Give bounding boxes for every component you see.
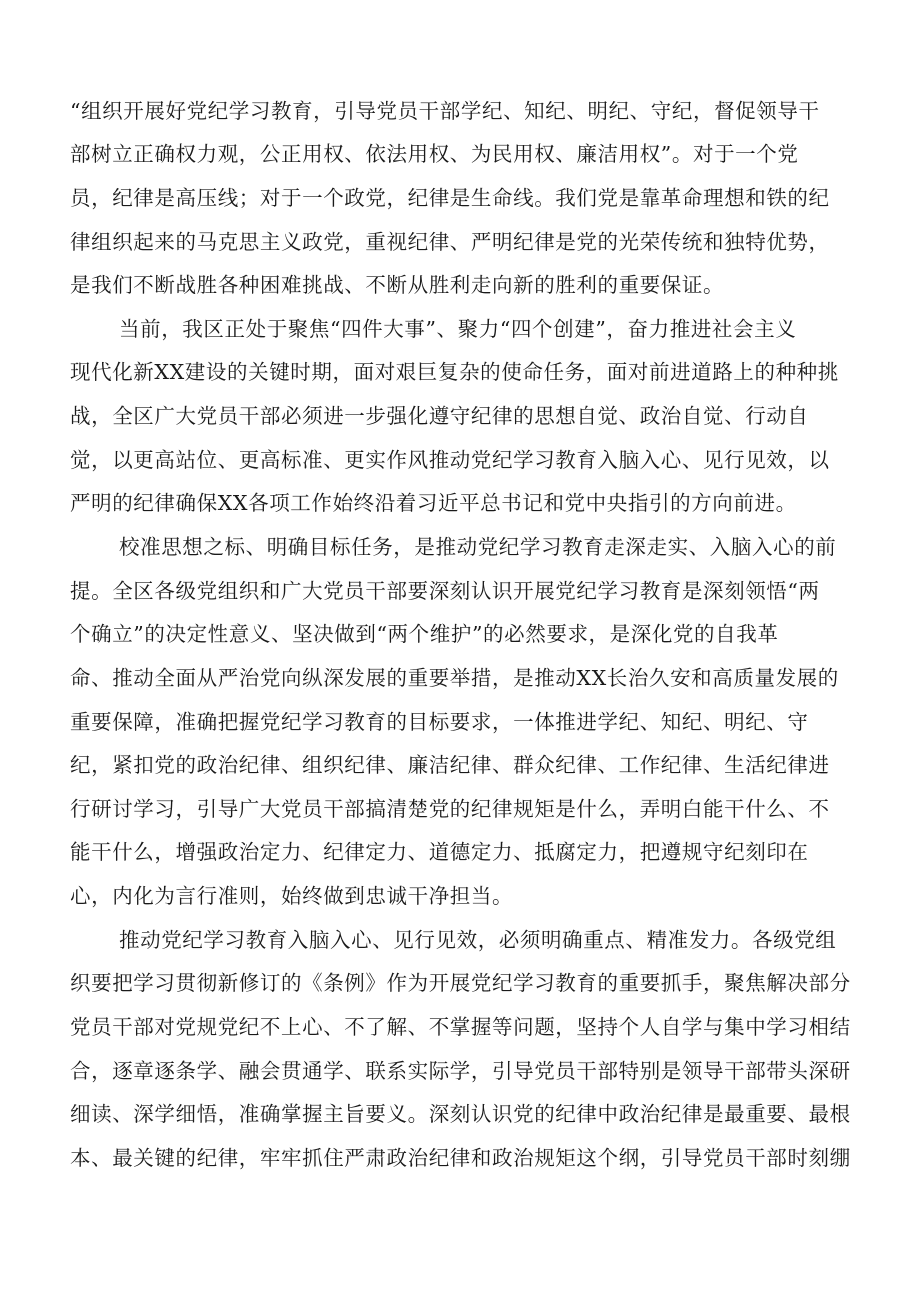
paragraph-2-line-3: 战，全区广大党员干部必须进一步强化遵守纪律的思想自觉、政治自觉、行动自 bbox=[70, 404, 809, 428]
paragraph-3-line-3: 个确立”的决定性意义、坚决做到“两个维护”的必然要求，是深化党的自我革 bbox=[70, 622, 779, 646]
paragraph-3-line-2: 提。全区各级党组织和广大党员干部要深刻认识开展党纪学习教育是深刻领悟“两 bbox=[70, 579, 820, 603]
paragraph-3-line-5: 重要保障，准确把握党纪学习教育的目标要求，一体推进学纪、知纪、明纪、守 bbox=[70, 710, 809, 734]
paragraph-4-line-6: 本、最关键的纪律，牢牢抓住严肃政治纪律和政治规矩这个纲，引导党员干部时刻绷 bbox=[70, 1146, 851, 1170]
paragraph-2-line-2: 现代化新XX建设的关键时期，面对艰巨复杂的使命任务，面对前进道路上的种种挑 bbox=[70, 360, 839, 384]
paragraph-1-line-3: 员，纪律是高压线；对于一个政党，纪律是生命线。我们党是靠革命理想和铁的纪 bbox=[70, 186, 830, 210]
paragraph-4-line-3: 党员干部对党规党纪不上心、不了解、不掌握等问题，坚持个人自学与集中学习相结 bbox=[70, 1015, 851, 1039]
paragraph-3-line-4: 命、推动全面从严治党向纵深发展的重要举措，是推动XX长治久安和高质量发展的 bbox=[70, 666, 839, 690]
paragraph-4-line-5: 细读、深学细悟，准确掌握主旨要义。深刻认识党的纪律中政治纪律是最重要、最根 bbox=[70, 1102, 851, 1126]
paragraph-2-line-4: 觉，以更高站位、更高标准、更实作风推动党纪学习教育入脑入心、见行见效，以 bbox=[70, 448, 830, 472]
paragraph-2-line-1: 当前，我区正处于聚焦“四件大事”、聚力“四个创建”，奋力推进社会主义 bbox=[119, 317, 797, 341]
paragraph-4-line-4: 合，逐章逐条学、融会贯通学、联系实际学，引导党员干部特别是领导干部带头深研 bbox=[70, 1059, 851, 1083]
paragraph-3-line-9: 心，内化为言行准则，始终做到忠诚干净担当。 bbox=[70, 884, 514, 908]
paragraph-3-line-1: 校准思想之标、明确目标任务，是推动党纪学习教育走深走实、入脑入心的前 bbox=[119, 535, 837, 559]
paragraph-4-line-2: 织要把学习贯彻新修订的《条例》作为开展党纪学习教育的重要抓手，聚焦解决部分 bbox=[70, 971, 851, 995]
paragraph-3-line-6: 纪，紧扣党的政治纪律、组织纪律、廉洁纪律、群众纪律、工作纪律、生活纪律进 bbox=[70, 753, 830, 777]
paragraph-1-line-4: 律组织起来的马克思主义政党，重视纪律、严明纪律是党的光荣传统和独特优势， bbox=[70, 230, 830, 254]
paragraph-2-line-5: 严明的纪律确保XX各项工作始终沿着习近平总书记和党中央指引的方向前进。 bbox=[70, 491, 797, 515]
paragraph-1-line-2: 部树立正确权力观，公正用权、依法用权、为民用权、廉洁用权”。对于一个党 bbox=[70, 142, 799, 166]
paragraph-3-line-7: 行研讨学习，引导广大党员干部搞清楚党的纪律规矩是什么，弄明白能干什么、不 bbox=[70, 797, 830, 821]
paragraph-1-line-5: 是我们不断战胜各种困难挑战、不断从胜利走向新的胜利的重要保证。 bbox=[70, 273, 725, 297]
paragraph-1-line-1: “组织开展好党纪学习教育，引导党员干部学纪、知纪、明纪、守纪，督促领导干 bbox=[70, 99, 820, 123]
paragraph-3-line-8: 能干什么，增强政治定力、纪律定力、道德定力、抵腐定力，把遵规守纪刻印在 bbox=[70, 840, 809, 864]
paragraph-4-line-1: 推动党纪学习教育入脑入心、见行见效，必须明确重点、精准发力。各级党组 bbox=[119, 928, 837, 952]
